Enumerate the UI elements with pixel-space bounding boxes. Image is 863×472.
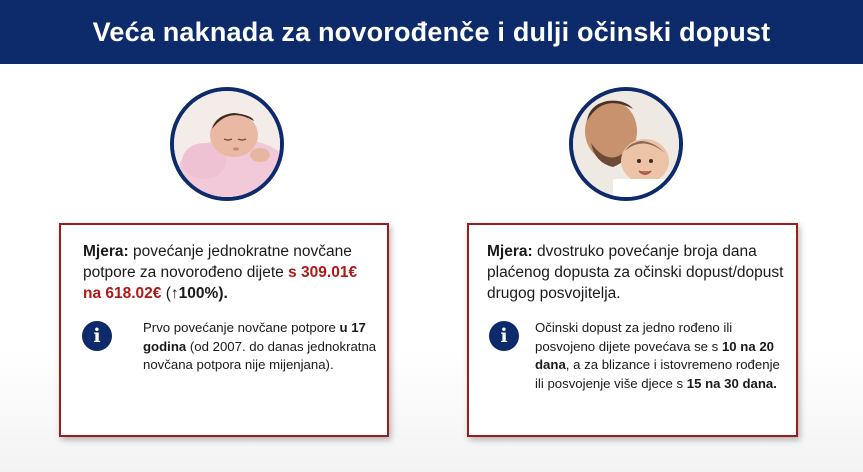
note-bold-2: 15 na 30 dana. (686, 375, 777, 391)
measure-text (487, 241, 787, 304)
paren-open: ( (161, 285, 171, 302)
info-note (535, 319, 785, 393)
measure-label: Mjera: (83, 243, 129, 260)
newborn-baby-photo (170, 87, 284, 201)
measure-description: dvostruko povećanje broja dana plaćenog dopusta za očinski dopust/dopust drugog posvojitelja. (487, 243, 784, 302)
info-icon (489, 321, 519, 351)
measure-text (83, 241, 373, 304)
note-text-1: Prvo povećanje novčane potpore (143, 320, 340, 335)
note-text-1: Očinski dopust za jedno rođeno ili posvojeno dijete povećava se s (535, 320, 733, 354)
info-note (143, 319, 378, 375)
info-symbol: i (93, 324, 101, 347)
info-symbol: i (500, 324, 508, 347)
arrow-up-icon: ↑ (170, 285, 179, 302)
info-icon (82, 321, 112, 351)
paternity-leave-card (467, 223, 798, 437)
father-baby-illustration (573, 91, 679, 197)
note-text-2: , a za blizance i istovremeno rođenje ili posvojenje više djece s (535, 357, 780, 391)
percent-increase: 100% (178, 285, 219, 302)
measure-description: povećanje jednokratne novčane potpore za novorođeno dijete (83, 243, 352, 281)
amount-change: s 309.01€ na 618.02€ (83, 264, 358, 302)
father-with-baby-photo (569, 87, 683, 201)
newborn-benefit-card (59, 223, 389, 437)
note-text-2: (od 2007. do danas jednokratna novčana potpora nije mijenjana). (143, 338, 377, 372)
measure-label: Mjera: (487, 243, 533, 260)
note-bold: u 17 godina (143, 320, 366, 354)
paren-close: ). (218, 285, 228, 302)
page-header (0, 0, 863, 64)
newborn-baby-illustration (174, 91, 280, 197)
note-bold-1: 10 na 20 dana (535, 338, 775, 372)
page-title: Veća naknada za novorođenče i dulji očinski dopust (92, 16, 771, 47)
